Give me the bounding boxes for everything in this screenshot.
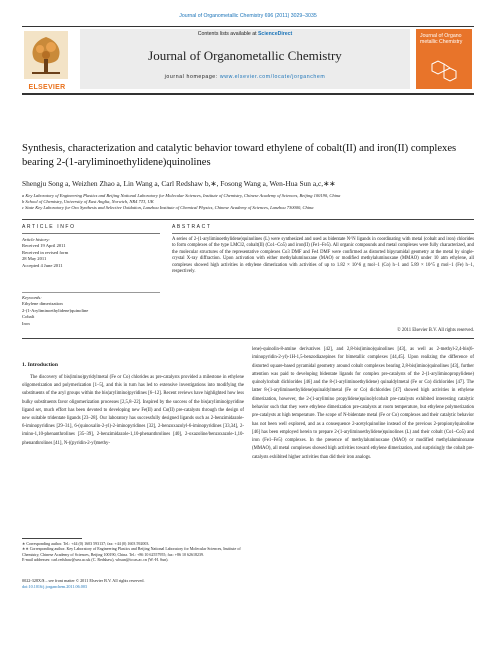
article-title: Synthesis, characterization and catalytic behavior toward ethylene of cobalt(II) and iron(II) complexes bearing 2-(1-aryliminoethylidene)quinolines xyxy=(22,143,457,168)
keywords xyxy=(22,295,160,327)
elsevier-tree-logo xyxy=(24,31,68,79)
history-received: Received 19 April 2011 xyxy=(22,243,66,249)
abstract-heading: ABSTRACT xyxy=(172,224,212,230)
keyword-item: Iron xyxy=(22,320,30,326)
abstract-rule xyxy=(172,233,474,234)
homepage-prefix: journal homepage: xyxy=(164,74,220,80)
journal-reference[interactable]: Journal of Organometallic Chemistry 696 (2011) 3029–3035 xyxy=(179,13,317,19)
keyword-item: 2-(1-Aryliminoethylidene)quinoline xyxy=(22,307,89,313)
history-accepted: Accepted 4 June 2011 xyxy=(22,262,63,268)
abstract-divider xyxy=(22,338,474,339)
article-history xyxy=(22,237,160,269)
section-heading-introduction: 1. Introduction xyxy=(22,362,58,368)
issn-line: 0022-328X/$ – see front matter © 2011 Elsevier B.V. All rights reserved. xyxy=(22,578,145,583)
affiliation-b: b School of Chemistry, University of East Anglia, Norwich, NR4 7TJ, UK xyxy=(22,199,154,205)
contents-prefix: Contents lists available at xyxy=(197,31,258,37)
sciencedirect-link[interactable]: ScienceDirect xyxy=(257,31,293,37)
bottom-info xyxy=(22,578,244,589)
body-text-left-column: The discovery of bis(imino)pyridylmetal (Fe or Co) chlorides as pre-catalysts provided a milestone in ethylene oligomerization and polymerization [1–5], and this in turn has led to extensive investigations into modifying the substituents of the aryl groups within the bis(arylimino)pyridines [6–12]. Recent reviews have highlighted how less bulky substituents favor oligomerization processes [2,5,8–22]. Inspired by the success of the bis(arylimino)pyridine ligand set, much effort has been devoted to developing new Fe(II) and Co(II) pre-catalysts through the design of new suitable tridentate ligands [23–28]. Our laboratory has successfully designed ligands such as 2-benzimidazole-6-iminopyridines [29–31], 6-(quinoxalin-2-yl)-2-iminopyridines [32], 2-benzoxazolyl-6-iminopyridines [33,34], 2-imino-1,10-phenanthrolines [35–39], 2-benzimidazole-1,10-phenanthrolines [40], 2-oxazoline/benzoxazole-1,10-phenanthrolines [41], N-((pyridin-2-yl)methy- xyxy=(22,375,244,446)
author-list: Shengju Song a, Weizhen Zhao a, Lin Wang a, Carl Redshaw b,∗, Fosong Wang a, Wen-Hua Sun a,c,∗∗ xyxy=(22,179,336,188)
cover-title: Journal of Organo metallic Chemistry xyxy=(420,33,463,45)
footnote-corresponding-1: ∗ Corresponding author. Tel.: +44 (0) 1603 593137; fax: +44 (0) 1603 592003. xyxy=(22,541,150,546)
footnotes xyxy=(22,541,244,563)
footnote-email[interactable]: E-mail addresses: carl.redshaw@uea.ac.uk (C. Redshaw), whsun@iccas.ac.cn (W.-H. Sun). xyxy=(22,557,169,563)
keywords-rule xyxy=(22,292,160,293)
affiliations xyxy=(22,193,474,212)
elsevier-wordmark: ELSEVIER xyxy=(28,84,66,91)
affiliation-c: c State Key Laboratory for Oxo Synthesis and Selective Oxidation, Lanzhou Institute of Chemical Physics, Chinese Academy of Sciences, Lanzhou 730000, China xyxy=(22,205,314,211)
copyright-notice: © 2011 Elsevier B.V. All rights reserved. xyxy=(397,328,474,333)
header-divider xyxy=(22,219,474,220)
journal-title: Journal of Organometallic Chemistry xyxy=(148,48,342,63)
doi-link[interactable]: doi:10.1016/j.jorganchem.2011.06.003 xyxy=(22,583,88,589)
footnote-corresponding-2: ∗∗ Corresponding author. Key Laboratory of Engineering Plastics and Beijing National Laboratory for Molecular Sciences, Institute of Chemistry, Chinese Academy of Sciences, Beijing 100190, China. Tel.: +86 10 62557955; fax: +86 10 62618239. xyxy=(22,546,241,557)
article-info-rule xyxy=(22,233,160,234)
history-label: Article history: xyxy=(22,237,50,242)
journal-homepage xyxy=(80,74,410,80)
cover-molecule-graphic xyxy=(426,60,462,82)
article-info-heading: ARTICLE INFO xyxy=(22,224,76,230)
abstract-text: A series of 2-(1-aryliminoethylidene)quinolines (L) were synthesized and used as bidentate N^N ligands in coordinating with metal (cobalt and iron) chlorides to form complexes of the type LMCl2, cobalt(II) (Co1–Co5) and iron(II) (Fe1–Fe5). All organic compounds and metal complexes were fully characterized, and the molecular structures of the representative complexes Co3 DMF and Fe4 DMF were confirmed as distorted bipyramidal geometry at the metal by single-crystal X-ray diffraction. Upon activation with either methylaluminoxane (MAO) or modified methylaluminoxane (MMAO) under 10 atm ethylene, all complexes showed high activities in ethylene dimerization with activities of up to 1.82 × 10^6 g mol−1 (Co) h−1 and 5.89 × 10^5 g mol−1 (Fe) h−1, respectively. xyxy=(172,237,474,275)
contents-availability xyxy=(80,31,410,37)
affiliation-a: a Key Laboratory of Engineering Plastics and Beijing National Laboratory for Molecular Sciences, Institute of Chemistry, Chinese Academy of Sciences, Beijing 100190, China xyxy=(22,193,341,198)
keywords-label: Keywords: xyxy=(22,295,42,300)
history-revised-date: 28 May 2011 xyxy=(22,256,47,262)
footnote-rule xyxy=(22,538,82,539)
homepage-link[interactable]: www.elsevier.com/locate/jorganchem xyxy=(219,74,326,80)
body-text-right-column: lene)-quinolin-8-amine derivatives [42], and 2,8-bis(imino)quinolines [43], as well as 2-methyl-2,4-bis(6-iminopyridin-2-yl)-1H-1,5-benzodiazepines for bimetallic complexes [44,45]. Upon realizing the difference of distorted square-based pyramidal geometry around cobalt complexes bearing 2,8-bis(imino)quinolines [43], further attention was paid to developing bidentate ligands for complex pre-catalysts of the 2-(1-aryliminopropylidene) quinolylcobalt dichlorides [46] and the 8-(1-aryliminoethylidene) quinaldylmetal (Fe or Co) dichlorides [47]. The latter 8-(1-aryliminoethylidene)quinaldylmetal (Fe or Co) dichlorides [47] showed high activities in ethylene dimerization, however, the 2-(1-arylimino propylidene)quinolylcobalt pre-catalysts exhibited interesting catalytic behavior such that they were ethylene dimerization pre-catalysts at room temperature, but ethylene polymerization pre-catalysts at high temperature. The scope of N-bidentate metal (Fe or Co) complexes and their catalytic behavior has not been well explored, and as a consequence 2-acetylquinoline instead of the previous 2-propionylquinoline [46] has been employed herein to prepare 2-(1-aryliminoethylidene)quinolines (L) and their cobalt (Co1–Co5) and iron (Fe1–Fe5) complexes. In the presence of methylaluminoxane (MAO) or modified methylaluminoxane (MMAO), all metal complexes showed high activities toward ethylene dimerization, and surprisingly the cobalt pre-catalysts exhibited higher activities than did their iron analogs. xyxy=(252,347,474,460)
keyword-item: Cobalt xyxy=(22,314,35,320)
history-revised-label: Received in revised form xyxy=(22,249,69,255)
keyword-item: Ethylene dimerization xyxy=(22,301,63,307)
